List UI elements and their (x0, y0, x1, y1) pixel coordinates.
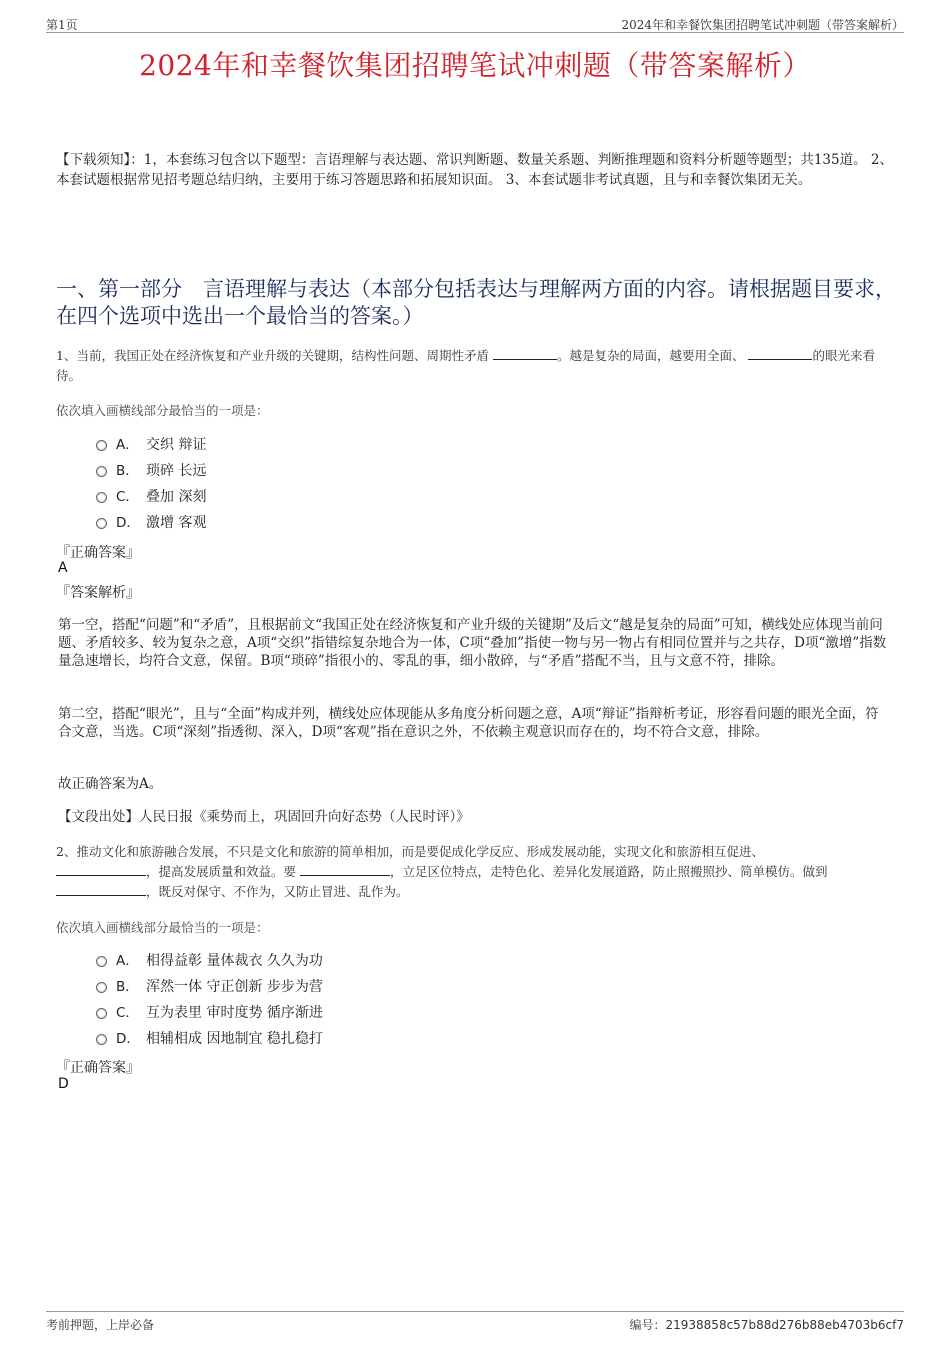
option-letter: C． (116, 1005, 139, 1021)
question-2-stem (56, 842, 898, 902)
q1-source: 【文段出处】人民日报《乘势而上，巩固回升向好态势（人民时评）》 (58, 809, 470, 825)
page-footer (46, 1311, 904, 1332)
q1-blank-1 (493, 347, 557, 360)
radio-icon[interactable] (96, 1008, 107, 1019)
q2-answer: D (58, 1076, 69, 1092)
question-1-instruction: 依次填入画横线部分最恰当的一项是： (56, 403, 269, 418)
q1-conclusion: 故正确答案为A。 (58, 776, 163, 792)
page-header (46, 14, 904, 33)
radio-icon[interactable] (96, 518, 107, 529)
page-title: 2024年和幸餐饮集团招聘笔试冲刺题（带答案解析） (139, 49, 811, 82)
option-text: 琐碎 长远 (146, 463, 207, 479)
option-letter: C． (116, 489, 139, 505)
page-number: 第1页 (46, 18, 78, 32)
option-text: 相得益彰 量体裁衣 久久为功 (146, 953, 323, 969)
q1-option-a[interactable] (96, 432, 206, 458)
option-text: 叠加 深刻 (146, 489, 207, 505)
option-letter: D． (116, 515, 140, 531)
footer-code (629, 1316, 904, 1333)
q2-blank-3 (56, 883, 146, 896)
option-letter: B． (116, 979, 139, 995)
footer-code-value: 21938858c57b88d276b88eb4703b6cf7 (665, 1318, 904, 1332)
question-2-options (96, 948, 323, 1052)
option-letter: B． (116, 463, 139, 479)
radio-icon[interactable] (96, 982, 107, 993)
question-1-options (96, 432, 206, 536)
q2-text-c: ，立足区位特点，走特色化、差异化发展道路，防止照搬照抄、简单模仿。做到 (390, 864, 828, 879)
q1-answer-label: 『正确答案』 (56, 545, 140, 561)
footer-code-label: 编号： (629, 1318, 666, 1332)
q1-answer: A (58, 560, 68, 576)
q1-option-b[interactable] (96, 458, 206, 484)
option-text: 相辅相成 因地制宜 稳扎稳打 (146, 1031, 323, 1047)
q2-answer-label: 『正确答案』 (56, 1060, 140, 1076)
radio-icon[interactable] (96, 440, 107, 451)
section-heading: 一、第一部分 言语理解与表达（本部分包括表达与理解两方面的内容。请根据题目要求，在四个选项中选出一个最恰当的答案。） (56, 277, 896, 328)
q1-text-c: 的眼光来看待。 (56, 348, 875, 383)
q2-blank-2 (300, 863, 390, 876)
q2-option-d[interactable] (96, 1026, 323, 1052)
footer-slogan: 考前押题，上岸必备 (46, 1318, 155, 1332)
option-text: 激增 客观 (146, 515, 207, 531)
q2-blank-1 (56, 863, 146, 876)
question-1-stem (56, 346, 898, 386)
option-letter: A． (116, 953, 139, 969)
q2-text-a: 2、推动文化和旅游融合发展，不只是文化和旅游的简单相加，而是要促成化学反应、形成发展动能，实现文化和旅游相互促进、 (56, 844, 764, 859)
radio-icon[interactable] (96, 1034, 107, 1045)
radio-icon[interactable] (96, 492, 107, 503)
download-notice: 【下载须知】：1，本套练习包含以下题型：言语理解与表达题、常识判断题、数量关系题、判断推理题和资料分析题等题型；共135道。 2、本套试题根据常见招考题总结归纳，主要用于练习答题思路和拓展知识面。 3、本套试题非考试真题，且与和幸餐饮集团无关。 (56, 152, 893, 188)
q2-option-b[interactable] (96, 974, 323, 1000)
option-letter: A． (116, 437, 139, 453)
option-text: 浑然一体 守正创新 步步为营 (146, 979, 323, 995)
header-doc-title: 2024年和幸餐饮集团招聘笔试冲刺题（带答案解析） (621, 18, 904, 32)
q1-option-d[interactable] (96, 510, 206, 536)
q2-text-b: ，提高发展质量和效益。要 (146, 864, 297, 879)
q1-analysis-paragraph-1: 第一空，搭配“问题”和“矛盾”，且根据前文“我国正处在经济恢复和产业升级的关键期”及后文“越是复杂的局面”可知，横线处应体现当前问题、矛盾较多、较为复杂之意，A项“交织”指错综复杂地合为一体，C项“叠加”指使一物与另一物占有相同位置并与之共存，D项“激增”指数量急速增长，均符合文意，保留。B项“琐碎”指很小的、零乱的事，细小散碎，与“矛盾”搭配不当，且与文意不符，排除。 (58, 617, 887, 669)
option-text: 互为表里 审时度势 循序渐进 (146, 1005, 323, 1021)
q2-text-d: ，既反对保守、不作为，又防止冒进、乱作为。 (146, 884, 409, 899)
q1-text-b: 。越是复杂的局面，越要用全面、 (556, 348, 745, 363)
question-2-instruction: 依次填入画横线部分最恰当的一项是： (56, 920, 269, 935)
radio-icon[interactable] (96, 956, 107, 967)
q1-text-a: 1、当前，我国正处在经济恢复和产业升级的关键期，结构性问题、周期性矛盾 (56, 348, 489, 363)
option-letter: D． (116, 1031, 140, 1047)
q1-option-c[interactable] (96, 484, 206, 510)
q1-blank-2 (748, 347, 812, 360)
q1-analysis-label: 『答案解析』 (56, 585, 140, 601)
option-text: 交织 辩证 (146, 437, 207, 453)
q2-option-a[interactable] (96, 948, 323, 974)
q2-option-c[interactable] (96, 1000, 323, 1026)
radio-icon[interactable] (96, 466, 107, 477)
q1-analysis-paragraph-2: 第二空，搭配“眼光”，且与“全面”构成并列，横线处应体现能从多角度分析问题之意，A项“辩证”指辩析考证，形容看问题的眼光全面，符合文意，当选。C项“深刻”指透彻、深入，D项“客观”指在意识之外，不依赖主观意识而存在的，均不符合文意，排除。 (58, 706, 879, 740)
